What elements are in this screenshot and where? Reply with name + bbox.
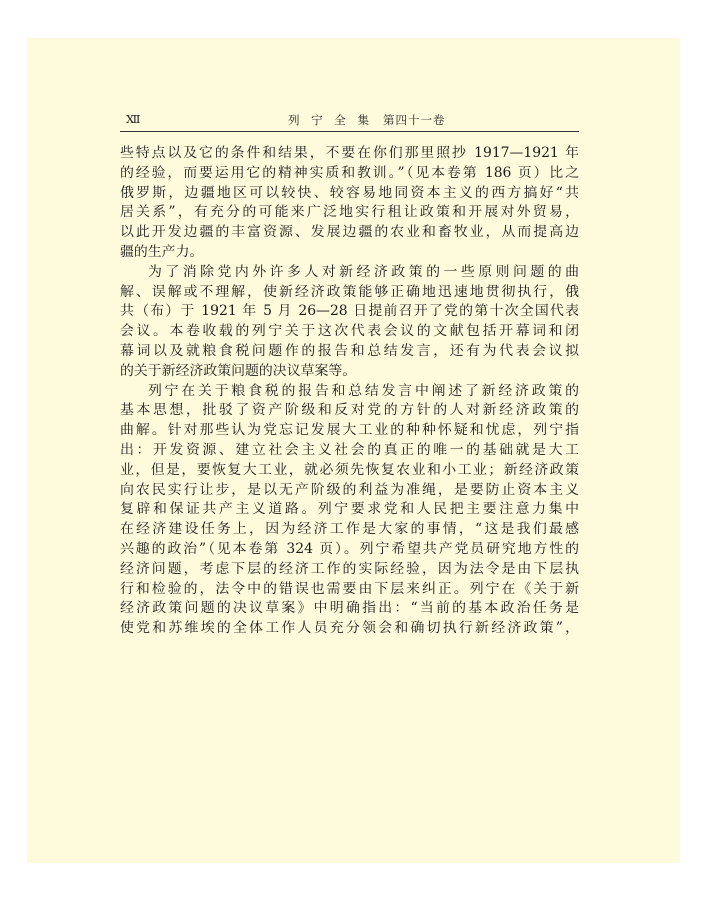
text-line: 列宁在关于粮食税的报告和总结发言中阐述了新经济政策的 <box>148 382 579 399</box>
text-line: 以此开发边疆的丰富资源、发展边疆的农业和畜牧业，从而提高边 <box>120 224 579 241</box>
text-line: 业，但是，要恢复大工业，就必须先恢复农业和小工业；新经济政策 <box>120 461 579 478</box>
text-line: 的关于新经济政策问题的决议草案等。 <box>120 362 357 379</box>
body-text <box>120 144 579 639</box>
text-line: 出：开发资源、建立社会主义社会的真正的唯一的基础就是大工 <box>120 441 579 458</box>
paragraph <box>120 144 579 263</box>
text-line: 使党和苏维埃的全体工作人员充分领会和确切执行新经济政策”， <box>120 620 579 637</box>
text-line: 共（布）于 1921 年 5 月 26—28 日提前召开了党的第十次全国代表 <box>120 303 579 320</box>
text-line: 幕词以及就粮食税问题作的报告和总结发言，还有为代表会议拟 <box>120 342 579 359</box>
text-line: 疆的生产力。 <box>120 243 204 260</box>
text-line: 复辟和保证共产主义道路。列宁要求党和人民把主要注意力集中 <box>120 501 579 518</box>
text-line: 曲解。针对那些认为党忘记发展大工业的种种怀疑和忧虑，列宁指 <box>120 422 579 439</box>
text-line: 经济问题，考虑下层的经济工作的实际经验，因为法令是由下层执 <box>120 560 579 577</box>
text-line: 经济政策问题的决议草案》中明确指出：“当前的基本政治任务是 <box>120 600 579 617</box>
text-line: 些特点以及它的条件和结果，不要在你们那里照抄 1917—1921 年 <box>120 145 579 161</box>
running-header <box>120 112 579 132</box>
text-line: 解、误解或不理解，使新经济政策能够正确地迅速地贯彻执行，俄 <box>120 283 579 300</box>
paragraph <box>120 263 579 382</box>
text-line: 行和检验的，法令中的错误也需要由下层来纠正。列宁在《关于新 <box>120 580 579 597</box>
text-line: 居关系”，有充分的可能来广泛地实行租让政策和开展对外贸易， <box>120 204 579 221</box>
text-line: 会议。本卷收载的列宁关于这次代表会议的文献包括开幕词和闭 <box>120 323 579 340</box>
header-rule <box>120 131 579 132</box>
paragraph <box>120 382 579 639</box>
text-line: 基本思想，批驳了资产阶级和反对党的方针的人对新经济政策的 <box>120 402 579 419</box>
page-number: Ⅻ <box>126 112 141 126</box>
text-line: 为了消除党内外许多人对新经济政策的一些原则问题的曲 <box>148 263 579 280</box>
book-title: 列 宁 全 集 <box>288 113 373 127</box>
text-line: 向农民实行让步，是以无产阶级的利益为准绳，是要防止资本主义 <box>120 481 579 498</box>
text-line: 俄罗斯，边疆地区可以较快、较容易地同资本主义的西方搞好“共 <box>120 184 579 201</box>
volume-label: 第四十一卷 <box>383 113 446 127</box>
text-line: 在经济建设任务上，因为经济工作是大家的事情，“这是我们最感 <box>120 521 579 538</box>
text-line: 兴趣的政治”（见本卷第 324 页）。列宁希望共产党员研究地方性的 <box>120 540 579 557</box>
text-line: 的经验，而要运用它的精神实质和教训。”（见本卷第 186 页）比之 <box>120 164 579 181</box>
